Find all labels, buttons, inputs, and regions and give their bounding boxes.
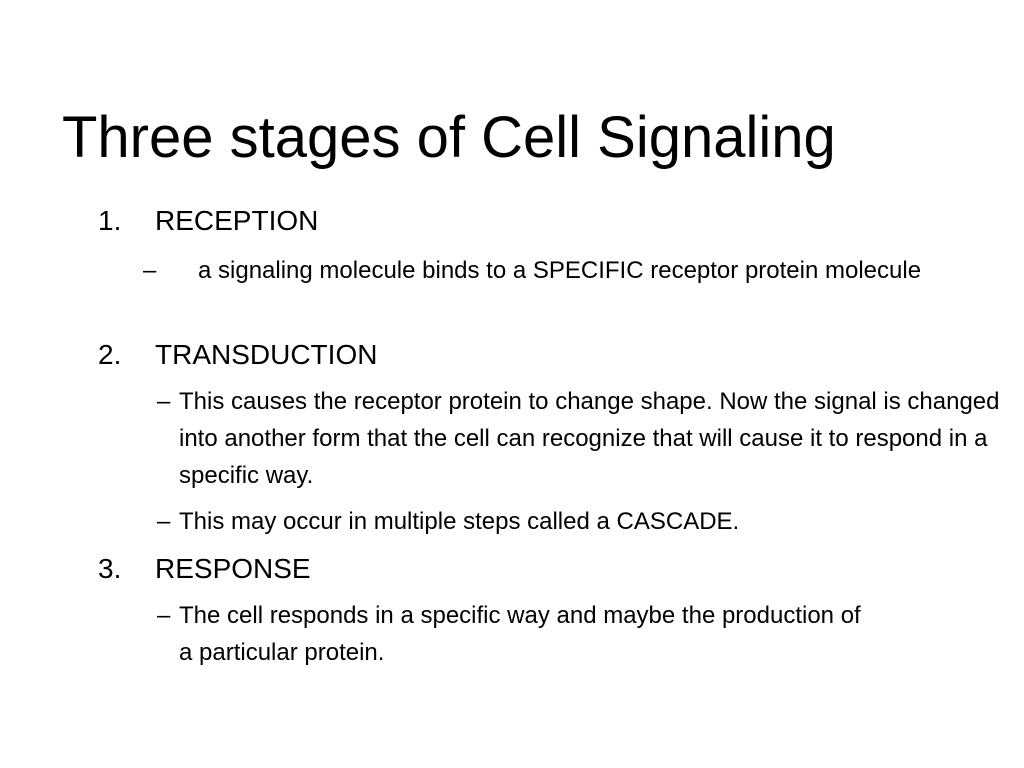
dash-bullet: – xyxy=(143,257,157,284)
slide-title: Three stages of Cell Signaling xyxy=(62,105,836,170)
dash-bullet: – xyxy=(157,602,171,629)
list-heading: TRANSDUCTION xyxy=(155,339,378,370)
dash-bullet: – xyxy=(157,508,171,535)
list-number: 3. xyxy=(98,553,122,584)
sub-item-text: a signaling molecule binds to a SPECIFIC receptor protein molecule xyxy=(198,257,922,284)
sub-item-text: The cell responds in a specific way and maybe the production of a particular protein. xyxy=(179,602,861,666)
sub-item-text: This causes the receptor protein to change shape. Now the signal is changed into another form that the cell can recognize that will cause it to respond in a specific way. xyxy=(179,388,1000,489)
list-heading: RECEPTION xyxy=(155,205,319,236)
list-heading: RESPONSE xyxy=(155,553,311,584)
list-number: 2. xyxy=(98,339,122,370)
dash-bullet: – xyxy=(157,388,171,415)
list-number: 1. xyxy=(98,205,122,236)
sub-item-text: This may occur in multiple steps called a CASCADE. xyxy=(179,508,740,535)
